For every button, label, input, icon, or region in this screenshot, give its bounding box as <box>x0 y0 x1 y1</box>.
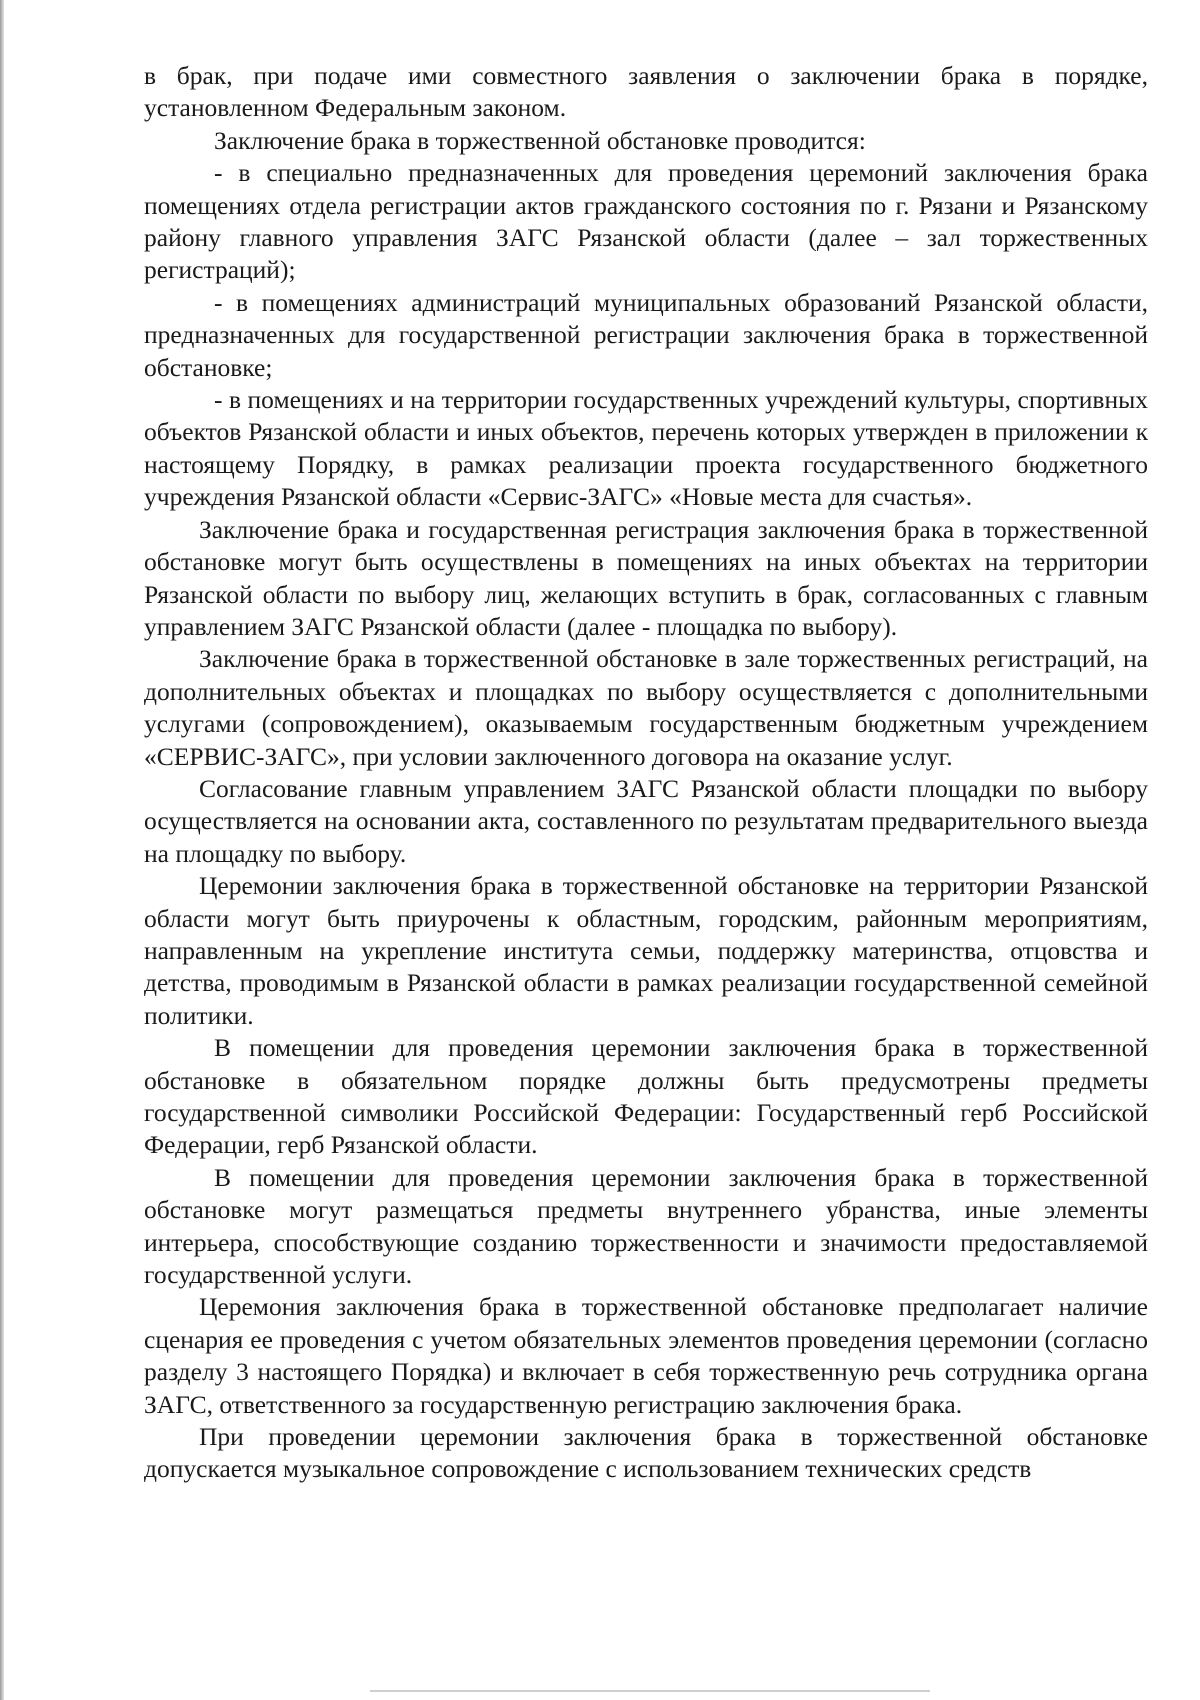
document-body <box>144 60 1148 1486</box>
paragraph-4: - в помещениях администраций муниципальных образований Рязанской области, предназначенных для государственной регистрации заключения брака в торжественной обстановке; <box>144 287 1148 382</box>
paragraph-6: Заключение брака и государственная регистрация заключения брака в торжественной обстановке могут быть осуществлены в помещениях на иных объектах на территории Рязанской области по выбору лиц, желающих вступить в брак, согласованных с главным управлением ЗАГС Рязанской области (далее - площадка по выбору). <box>144 514 1148 641</box>
paragraph-12: Церемония заключения брака в торжественной обстановке предполагает наличие сценария ее проведения с учетом обязательных элементов проведения церемонии (согласно разделу 3 настоящего Порядка) и включает в себя торжественную речь сотрудника органа ЗАГС, ответственного за государственную регистрацию заключения брака. <box>144 1292 1148 1419</box>
paragraph-10: В помещении для проведения церемонии заключения брака в торжественной обстановке в обязательном порядке должны быть предусмотрены предметы государственной символики Российской Федерации: Государственный герб Российской Федерации, герб Рязанской области. <box>144 1033 1148 1160</box>
paragraph-2: Заключение брака в торжественной обстановке проводится: <box>214 125 866 155</box>
scan-bottom-line <box>370 1690 930 1692</box>
paragraph-8: Согласование главным управлением ЗАГС Рязанской области площадки по выбору осуществляется на основании акта, составленного по результатам предварительного выезда на площадку по выбору. <box>144 773 1148 868</box>
paragraph-7: Заключение брака в торжественной обстановке в зале торжественных регистраций, на дополнительных объектах и площадках по выбору осуществляется с дополнительными услугами (сопровождением), оказываемым государственным бюджетным учреждением «СЕРВИС-ЗАГС», при условии заключенного договора на оказание услуг. <box>144 644 1148 771</box>
scan-edge-shadow <box>0 0 4 1700</box>
paragraph-13: При проведении церемонии заключения брака в торжественной обстановке допускается музыкальное сопровождение с использованием технических средств <box>144 1422 1148 1484</box>
paragraph-1: в брак, при подаче ими совместного заявления о заключении брака в порядке, установленном Федеральным законом. <box>144 61 1148 123</box>
paragraph-5: - в помещениях и на территории государственных учреждений культуры, спортивных объектов Рязанской области и иных объектов, перечень которых утвержден в приложении к настоящему Порядку, в рамках реализации проекта государственного бюджетного учреждения Рязанской области «Сервис-ЗАГС» «Новые места для счастья». <box>144 385 1148 512</box>
paragraph-9: Церемонии заключения брака в торжественной обстановке на территории Рязанской области могут быть приурочены к областным, городским, районным мероприятиям, направленным на укрепление института семьи, поддержку материнства, отцовства и детства, проводимым в Рязанской области в рамках реализации государственной семейной политики. <box>144 871 1148 1030</box>
paragraph-11: В помещении для проведения церемонии заключения брака в торжественной обстановке могут размещаться предметы внутреннего убранства, иные элементы интерьера, способствующие созданию торжественности и значимости предоставляемой государственной услуги. <box>144 1162 1148 1290</box>
paragraph-3: - в специально предназначенных для проведения церемоний заключения брака помещениях отдела регистрации актов гражданского состояния по г. Рязани и Рязанскому району главного управления ЗАГС Рязанской области (далее – зал торжественных регистраций); <box>144 158 1148 285</box>
